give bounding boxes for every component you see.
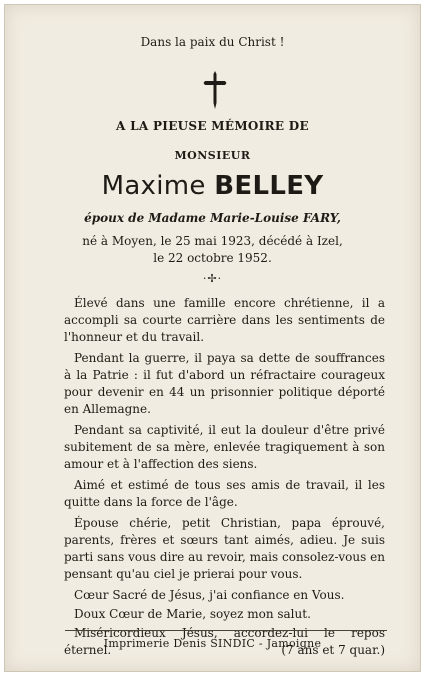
birth-line-1: né à Moyen, le 25 mai 1923, décédé à Izel, bbox=[82, 234, 343, 248]
paragraph: Élevé dans une famille encore chrétienne, il a accompli sa courte carrière dans les sentiments de l'honneur et du travail. bbox=[64, 296, 385, 344]
paragraph: Épouse chérie, petit Christian, papa éprouvé, parents, frères et sœurs tant aimés, adieu. Je suis parti sans vous dire au revoir, mais consolez-vous en pensant qu'au ciel je prierai pour vous. bbox=[64, 516, 385, 581]
deceased-name bbox=[5, 171, 420, 201]
memorial-card bbox=[4, 4, 421, 672]
floral-divider-icon: ·✢· bbox=[202, 272, 223, 285]
paragraph: Pendant sa captivité, il eut la douleur d'être privé subitement de sa mère, enlevée tragiquement à son amour et à l'affection des siens. bbox=[64, 423, 385, 471]
paragraph: Aimé et estimé de tous ses amis de travail, il les quitte dans la force de l'âge. bbox=[64, 478, 385, 509]
first-name: Maxime bbox=[101, 171, 206, 201]
title-monsieur: MONSIEUR bbox=[174, 149, 251, 162]
latin-cross-icon bbox=[203, 71, 227, 109]
printer-credit: Imprimerie Denis SINDIC - Jamoigne bbox=[103, 637, 322, 650]
memorial-text bbox=[64, 295, 385, 659]
footer-divider bbox=[65, 630, 387, 631]
memoire-heading: A LA PIEUSE MÉMOIRE DE bbox=[116, 119, 309, 133]
last-name: BELLEY bbox=[214, 171, 324, 201]
header-text: Dans la paix du Christ ! bbox=[140, 35, 285, 49]
prayer-line: Cœur Sacré de Jésus, j'ai confiance en Vous. bbox=[74, 588, 345, 602]
prayer-text: Miséricordieux Jésus, accordez-lui le repos éternel. bbox=[64, 626, 385, 657]
indulgence-note: (7 ans et 7 quar.) bbox=[281, 643, 385, 657]
paragraph: Pendant la guerre, il paya sa dette de souffrances à la Patrie : il fut d'abord un réfractaire courageux pour devenir en 44 un prisonnier politique déporté en Allemagne. bbox=[64, 351, 385, 416]
prayer-line: Doux Cœur de Marie, soyez mon salut. bbox=[74, 607, 311, 621]
birth-death-info bbox=[5, 233, 420, 267]
birth-line-2: le 22 octobre 1952. bbox=[153, 251, 272, 265]
spouse-line: époux de Madame Marie-Louise FARY, bbox=[84, 211, 341, 225]
